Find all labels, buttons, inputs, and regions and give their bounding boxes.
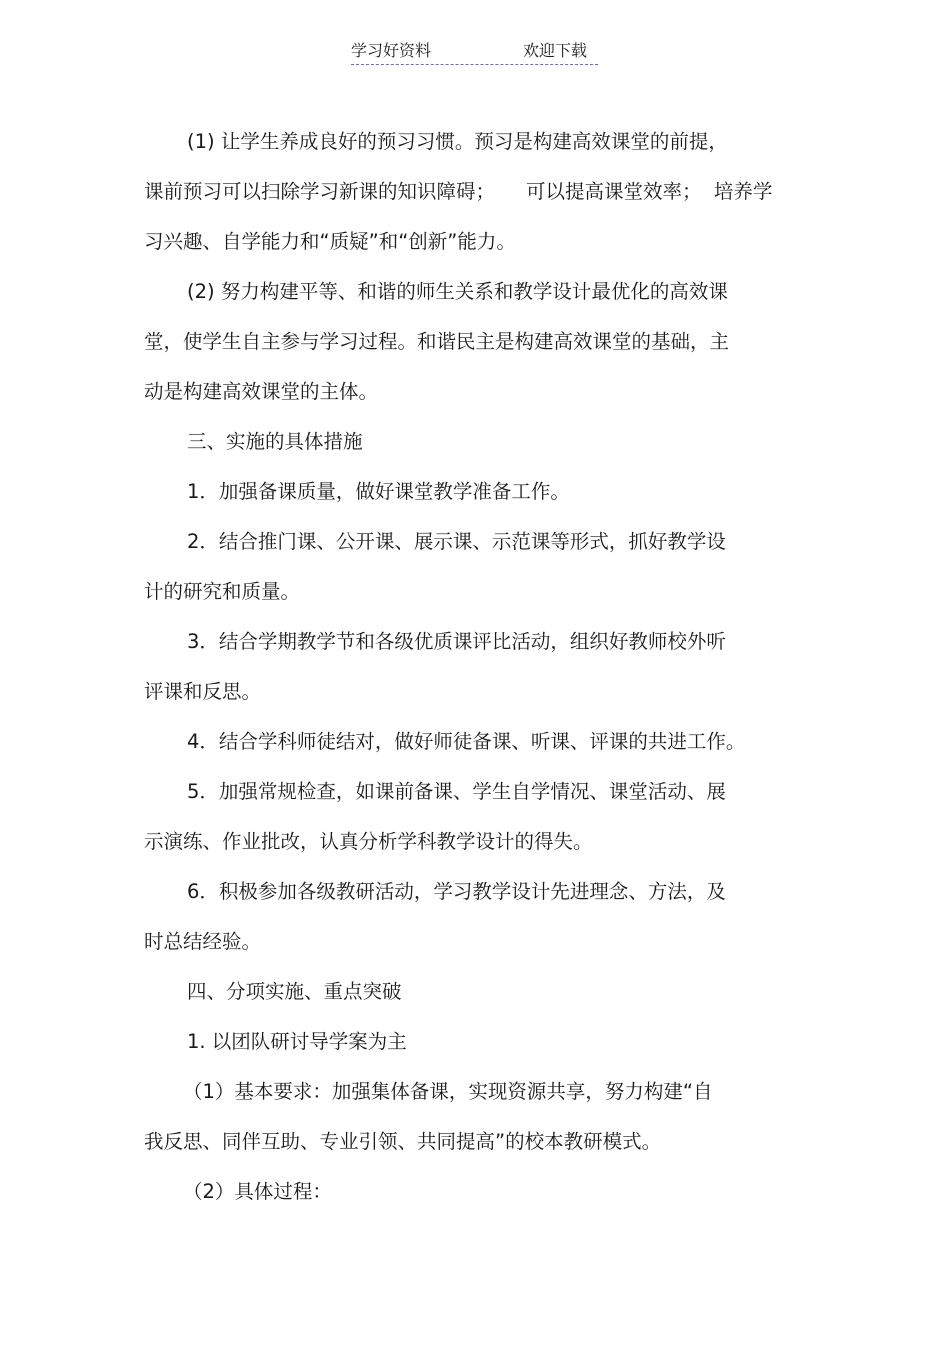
paragraph-line: (1) 让学生养成良好的预习习惯。预习是构建高效课堂的前提， (187, 130, 728, 153)
section-heading: 四、分项实施、重点突破 (187, 980, 402, 1003)
list-item: 6．积极参加各级教研活动，学习教学设计先进理念、方法，及 (187, 880, 726, 903)
list-item-continuation: 评课和反思。 (144, 680, 262, 703)
list-item-continuation: 计的研究和质量。 (144, 580, 301, 603)
header-left-text: 学习好资料 (351, 41, 432, 60)
paragraph-line: 动是构建高效课堂的主体。 (144, 380, 379, 403)
list-item: 2．结合推门课、公开课、展示课、示范课等形式，抓好教学设 (187, 530, 726, 553)
list-item: 1．加强备课质量，做好课堂教学准备工作。 (187, 480, 570, 503)
list-item: 4．结合学科师徒结对，做好师徒备课、听课、评课的共进工作。 (187, 730, 746, 753)
list-item: 5．加强常规检查，如课前备课、学生自学情况、课堂活动、展 (187, 780, 726, 803)
paragraph-line: 堂，使学生自主参与学习过程。和谐民主是构建高效课堂的基础，主 (144, 330, 730, 353)
subsection-heading: 1. 以团队研讨导学案为主 (187, 1030, 407, 1053)
document-body (144, 117, 824, 1217)
section-heading: 三、实施的具体措施 (187, 430, 363, 453)
paragraph-line: 课前预习可以扫除学习新课的知识障碍； 可以提高课堂效率； 培养学 (144, 180, 773, 203)
paragraph-line: （1）基本要求：加强集体备课，实现资源共享，努力构建“自 (183, 1080, 713, 1103)
paragraph-line: 习兴趣、自学能力和“质疑”和“创新”能力。 (144, 230, 516, 253)
page-header (351, 40, 598, 65)
list-item-continuation: 时总结经验。 (144, 930, 262, 953)
list-item-continuation: 示演练、作业批改，认真分析学科教学设计的得失。 (144, 830, 593, 853)
paragraph-line: 我反思、同伴互助、专业引领、共同提高”的校本教研模式。 (144, 1130, 662, 1153)
header-right-text: 欢迎下载 (523, 41, 588, 60)
paragraph-line: （2）具体过程： (183, 1180, 332, 1203)
paragraph-line: (2) 努力构建平等、和谐的师生关系和教学设计最优化的高效课 (187, 280, 728, 303)
list-item: 3．结合学期教学节和各级优质课评比活动，组织好教师校外听 (187, 630, 726, 653)
